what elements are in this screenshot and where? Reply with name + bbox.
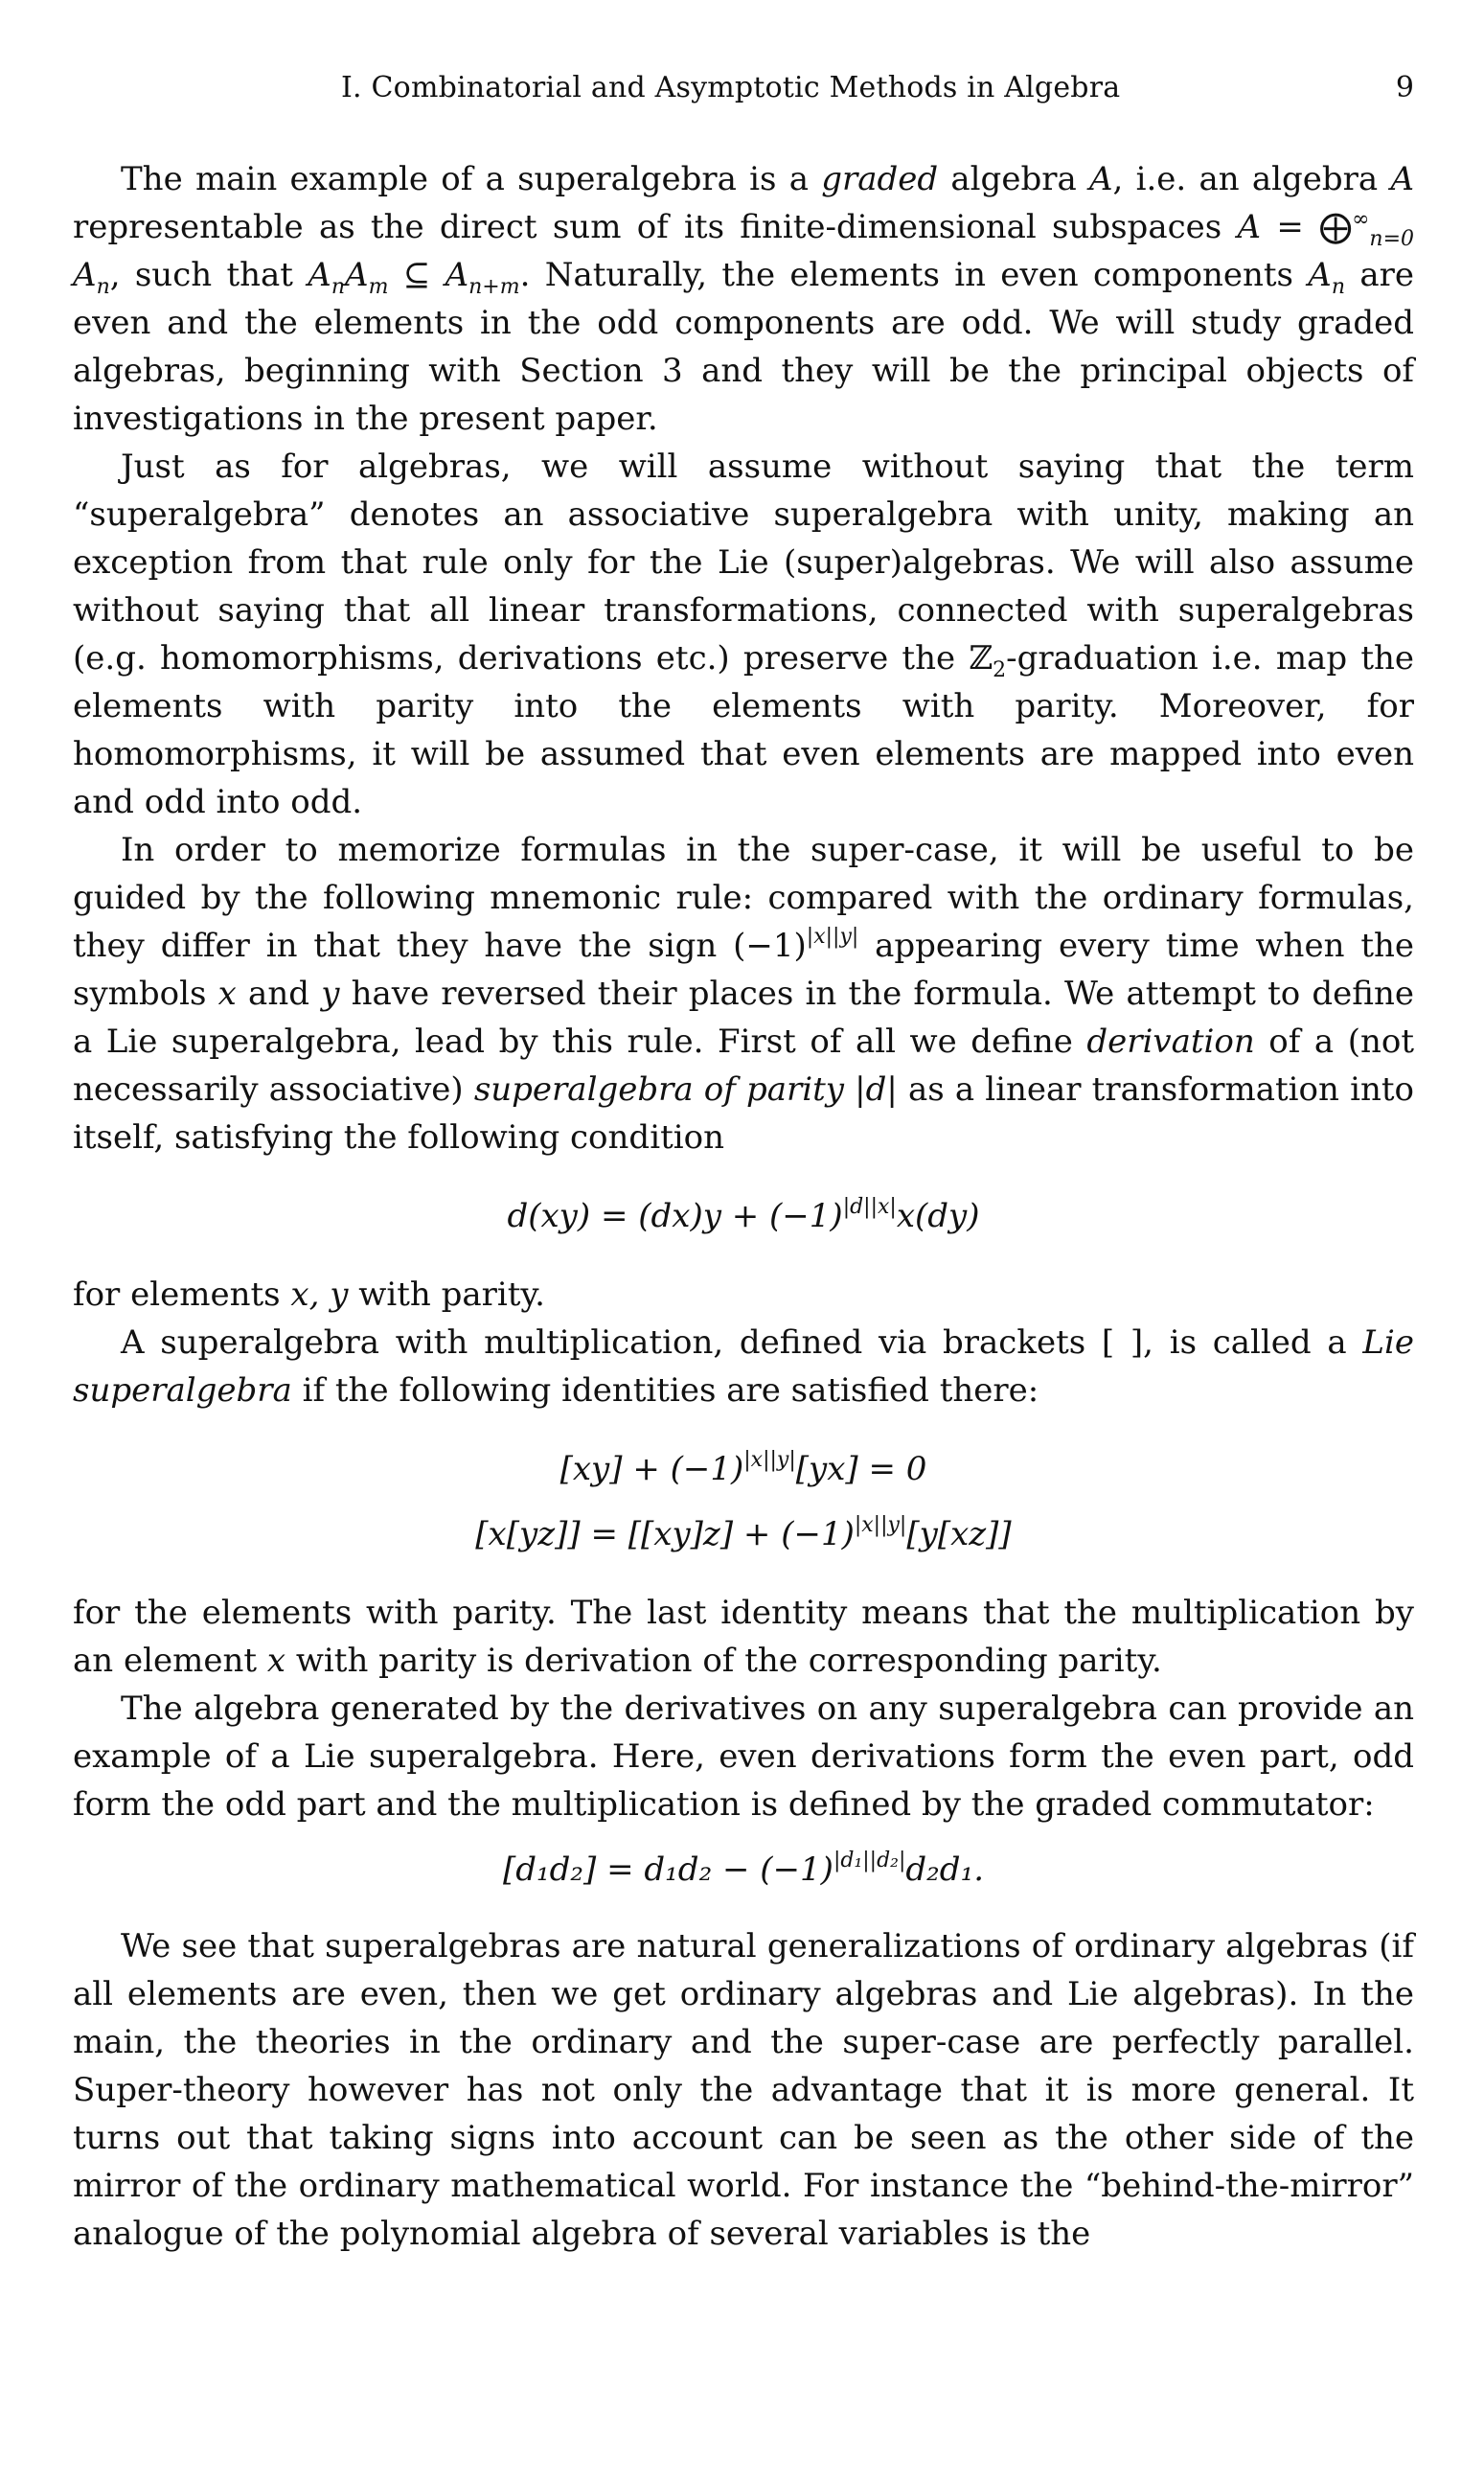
equation-group-lie-identities xyxy=(73,1445,1414,1558)
math-symbol: A xyxy=(1237,208,1262,246)
text-run: . Naturally, the elements in even components xyxy=(519,256,1309,294)
page xyxy=(73,59,1414,2258)
emphasis-graded: graded xyxy=(821,160,939,198)
text-run: for elements xyxy=(73,1275,291,1314)
text-run: In order to memorize formulas in the super-case, it will be useful to be guided by the following mnemonic rule: compared with the ordinary formulas, they differ in that they have the sign (−1) xyxy=(73,831,1414,965)
paragraph-lie-superalgebra-definition xyxy=(73,1319,1414,1414)
sum-lower-limit: n=0 xyxy=(1369,226,1415,251)
paragraph-graded-algebra xyxy=(73,155,1414,443)
paragraph-derivatives-example xyxy=(73,1685,1414,1828)
text-run: appearing every time when the symbols xyxy=(73,927,1414,1013)
text-run: The main example of a superalgebra is a xyxy=(121,160,822,198)
text-run: algebra xyxy=(938,160,1089,198)
equation-part: d₂d₁. xyxy=(905,1850,985,1889)
page-number: 9 xyxy=(1395,71,1414,104)
text-run: A superalgebra with multiplication, defined via brackets [ ], is called a xyxy=(121,1323,1363,1362)
running-header xyxy=(73,59,1414,117)
equation-part: [d₁d₂] = d₁d₂ − (−1) xyxy=(502,1850,833,1889)
paragraph-generalizations xyxy=(73,1922,1414,2258)
text-run: , i.e. an algebra xyxy=(1112,160,1391,198)
math-symbol: A xyxy=(1088,160,1113,198)
math-symbol: A xyxy=(73,256,97,294)
text-run: if the following identities are satisfied there: xyxy=(291,1371,1039,1410)
paragraph-mnemonic-rule xyxy=(73,826,1414,1161)
text-run: representable as the direct sum of its finite-dimensional subspaces xyxy=(73,208,1238,246)
paragraph-last-identity xyxy=(73,1589,1414,1685)
text-run: with parity is derivation of the corresponding parity. xyxy=(285,1642,1162,1680)
text-run: Just as for algebras, we will assume without saying that the term “superalgebra” denotes an associative superalgebra with unity, making an exception from that rule only for the Lie (super)algebras. We will also assume without saying that all linear transformations, connected with superalgebras (e.g. homomorphisms, derivations etc.) preserve the ℤ xyxy=(73,448,1414,678)
text-run: as a linear transformation into itself, satisfying the following condition xyxy=(73,1070,1414,1157)
subscript: n xyxy=(96,274,110,299)
equation-part: d(xy) = (dx)y + (−1) xyxy=(507,1197,843,1235)
sign-exponent: |x||y| xyxy=(854,1513,907,1537)
subscript: m xyxy=(368,274,389,299)
equation-graded-commutator xyxy=(73,1846,1414,1894)
equation-part: [yx] = 0 xyxy=(795,1450,927,1488)
direct-sum-symbol: = ⨁ xyxy=(1261,208,1353,246)
subset-symbol: ⊆ xyxy=(388,256,445,294)
equation-part: [xy] + (−1) xyxy=(559,1450,744,1488)
sign-exponent: |d₁||d₂| xyxy=(833,1849,906,1873)
equation-part: [y[xz]] xyxy=(906,1515,1012,1553)
equation-derivation-rule xyxy=(73,1192,1414,1240)
emphasis-lie-superalgebra: Lie superalgebra xyxy=(73,1323,1414,1410)
math-symbol: y xyxy=(321,975,340,1013)
equation-anticommutativity xyxy=(73,1445,1414,1493)
emphasis-derivation: derivation xyxy=(1086,1023,1255,1061)
math-symbol: A xyxy=(1308,256,1332,294)
sign-exponent: |x||y| xyxy=(743,1448,796,1472)
math-symbol: A xyxy=(345,256,369,294)
text-run: and xyxy=(236,975,322,1013)
header-title: I. Combinatorial and Asymptotic Methods in Algebra xyxy=(341,71,1121,104)
sign-exponent: |x||y| xyxy=(806,925,859,949)
subscript: n xyxy=(331,274,346,299)
text-run: , such that xyxy=(109,256,308,294)
text-run: The algebra generated by the derivatives on any superalgebra can provide an example of a Lie superalgebra. Here, even derivations form the even part, odd form the odd part and the multiplication is defined by the graded commutator: xyxy=(73,1689,1414,1824)
math-symbol: x xyxy=(266,1642,286,1680)
equation-part: x(dy) xyxy=(896,1197,980,1235)
text-run: for the elements with parity. The last identity means that the multiplication by an element xyxy=(73,1594,1414,1680)
math-symbol: A xyxy=(445,256,469,294)
paragraph-superalgebra-conventions xyxy=(73,443,1414,826)
subscript: n+m xyxy=(468,274,520,299)
math-symbol: A xyxy=(1390,160,1414,198)
text-run: -graduation i.e. map the elements with parity into the elements with parity. Moreover, for homomorphisms, it will be assumed that even elements are mapped into even and odd into odd. xyxy=(73,639,1414,821)
emphasis-superalgebra-parity: superalgebra of parity |d| xyxy=(473,1070,898,1109)
text-run: We see that superalgebras are natural generalizations of ordinary algebras (if all elements are even, then we get ordinary algebras and Lie algebras). In the main, the theories in the ordinary and the super-case are perfectly parallel. Super-theory however has not only the advantage that it is more general. It turns out that taking signs into account can be seen as the other side of the mirror of the ordinary mathematical world. For instance the “behind-the-mirror” analogue of the polynomial algebra of several variables is the xyxy=(73,1927,1414,2253)
text-run: are even and the elements in the odd components are odd. We will study graded algebras, beginning with Section 3 and they will be the principal objects of investigations in the present paper. xyxy=(73,256,1414,438)
text-run: with parity. xyxy=(348,1275,545,1314)
subscript: 2 xyxy=(993,657,1007,682)
sign-exponent: |d||x| xyxy=(842,1195,897,1219)
equation-jacobi-identity xyxy=(73,1510,1414,1558)
text-run: of a (not necessarily associative) xyxy=(73,1023,1414,1109)
equation-part: [x[yz]] = [[xy]z] + (−1) xyxy=(475,1515,855,1553)
math-symbol: x, y xyxy=(290,1275,349,1314)
subscript: n xyxy=(1331,274,1346,299)
math-symbol: A xyxy=(308,256,331,294)
paragraph-elements-parity xyxy=(73,1271,1414,1319)
text-run: have reversed their places in the formula. We attempt to define a Lie superalgebra, lead by this rule. First of all we define xyxy=(73,975,1414,1061)
sum-upper-limit: ∞ xyxy=(1352,207,1370,232)
math-symbol: x xyxy=(217,975,237,1013)
body-text xyxy=(73,155,1414,2258)
